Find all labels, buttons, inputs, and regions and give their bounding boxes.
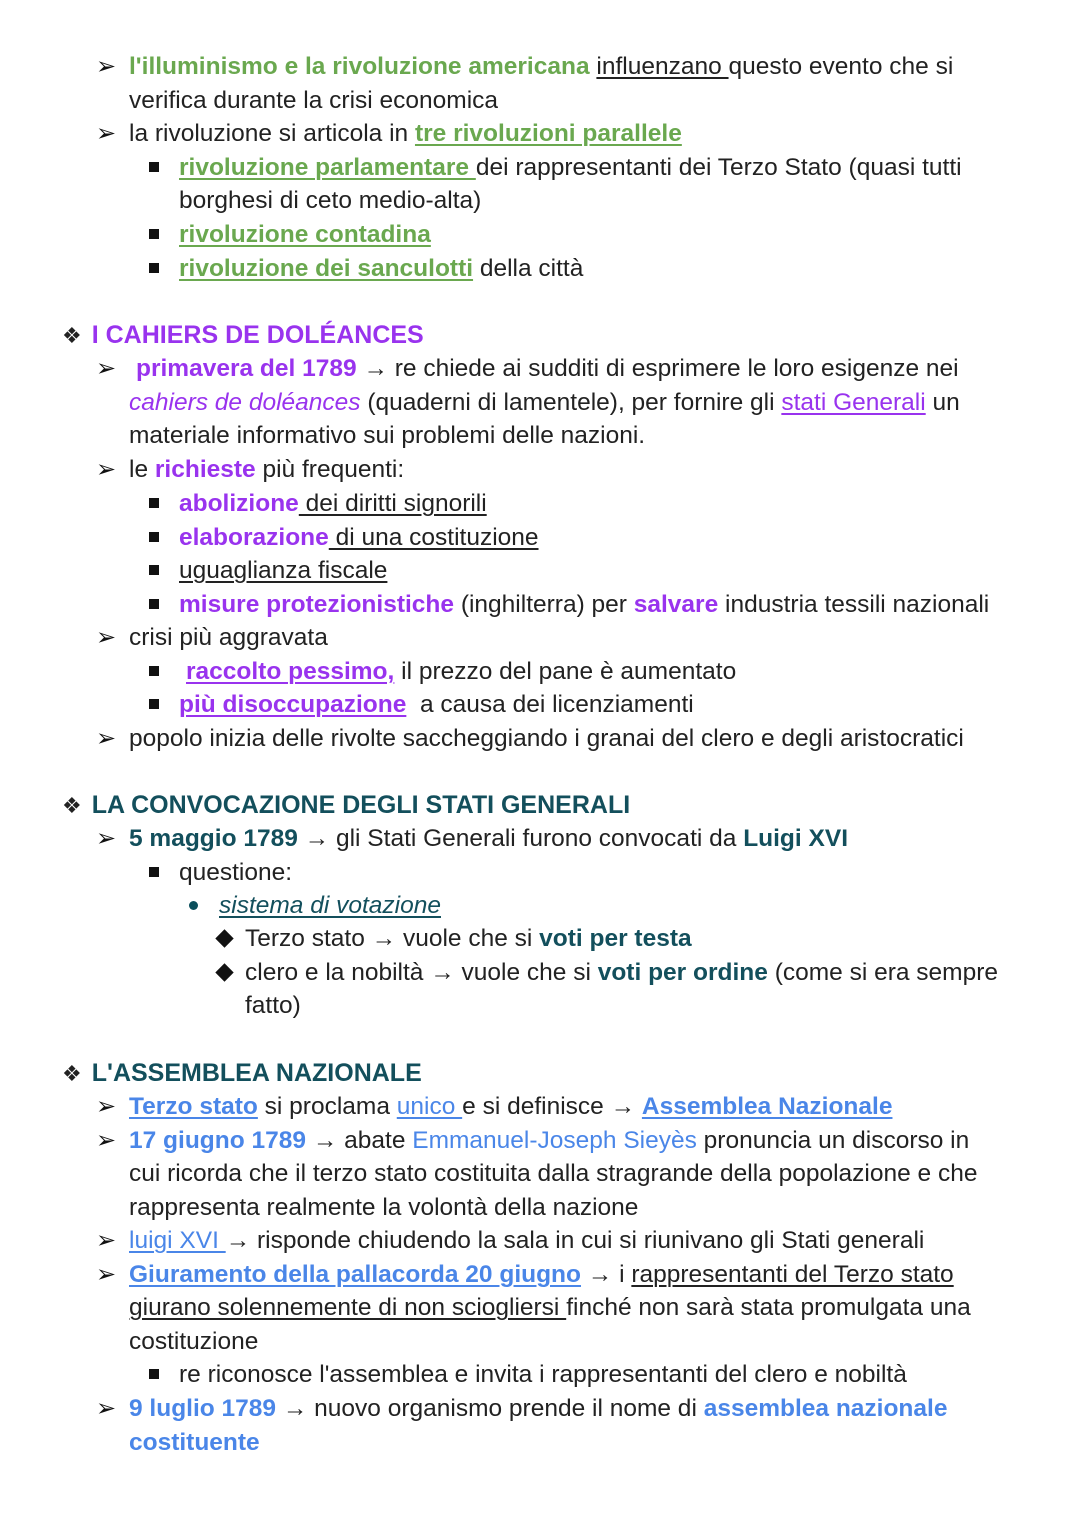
intro-line-7	[179, 252, 583, 286]
text: (inghilterra) per	[454, 591, 634, 618]
text: della città	[473, 255, 584, 282]
arrow-bullet-icon: ➢	[96, 624, 117, 651]
square-bullet-icon	[149, 162, 159, 172]
text-luigi-xvi: Luigi XVI	[743, 825, 848, 852]
text: → abate	[306, 1127, 413, 1154]
arrow-bullet-icon: ➢	[96, 1261, 117, 1288]
text: → i	[580, 1261, 632, 1288]
text-raccolto: raccolto pessimo,	[186, 658, 395, 685]
cahiers-line-2	[129, 386, 960, 420]
convocazione-line-1	[129, 822, 848, 856]
square-bullet-icon	[149, 699, 159, 709]
text: le	[129, 456, 155, 483]
cahiers-line-9: crisi più aggravata	[129, 624, 328, 651]
text-sistema-votazione: sistema di votazione	[219, 892, 441, 919]
cahiers-line-8	[179, 588, 989, 622]
text-17-giugno: 17 giugno 1789	[129, 1127, 307, 1154]
text-unico: unico	[396, 1093, 463, 1120]
cahiers-line-7	[179, 554, 387, 588]
convocazione-line-6: fatto)	[245, 992, 301, 1019]
title-text: I CAHIERS DE DOLÉANCES	[91, 321, 424, 349]
title-text: LA CONVOCAZIONE DEGLI STATI GENERALI	[91, 791, 631, 819]
intro-line-6	[179, 218, 431, 252]
square-bullet-icon	[149, 1369, 159, 1379]
convocazione-line-3	[219, 889, 441, 923]
dot-bullet-icon	[189, 901, 198, 910]
text: (quaderni di lamentele), per fornire gli	[360, 389, 782, 416]
text-influenzano: influenzano	[596, 53, 729, 80]
text-costituente: costituente	[129, 1429, 260, 1456]
text: questo evento che si	[728, 53, 954, 80]
text: Terzo stato → vuole che si	[245, 925, 540, 952]
cahiers-line-3: materiale informativo sui problemi delle nazioni.	[129, 422, 646, 449]
assemblea-line-4: rappresenta realmente la volontà della nazione	[129, 1194, 639, 1221]
convocazione-line-2: questione:	[179, 859, 293, 886]
convocazione-line-4	[245, 922, 692, 956]
text: → risponde chiudendo la sala in cui si riunivano gli Stati generali	[225, 1227, 925, 1254]
text-9-luglio: 9 luglio 1789	[129, 1395, 277, 1422]
text-richieste: richieste	[154, 456, 256, 483]
arrow-bullet-icon: ➢	[96, 725, 117, 752]
text-rivoluzione-sanculotti: rivoluzione dei sanculotti	[179, 255, 474, 282]
text: → re chiede ai sudditi di esprimere le loro esigenze nei	[356, 355, 959, 382]
text-salvare: salvare	[633, 591, 719, 618]
assemblea-line-9: re riconosce l'assemblea e invita i rappresentanti del clero e nobiltà	[179, 1361, 907, 1388]
assemblea-line-6	[129, 1258, 954, 1292]
text-rappresentanti: rappresentanti del Terzo stato	[631, 1261, 954, 1288]
text: dei diritti signorili	[298, 490, 487, 517]
text-misure: misure protezionistiche	[179, 591, 455, 618]
diamond-bullet-icon	[215, 963, 233, 981]
intro-line-1	[129, 50, 953, 84]
text-luigi-xvi: luigi XVI	[129, 1227, 226, 1254]
text: clero e la nobiltà → vuole che si	[245, 959, 598, 986]
cahiers-line-5	[179, 487, 487, 521]
text-elaborazione: elaborazione	[179, 524, 329, 551]
square-bullet-icon	[149, 666, 159, 676]
cahiers-line-4	[129, 453, 404, 487]
intro-line-2: verifica durante la crisi economica	[129, 87, 499, 114]
intro-line-5: borghesi di ceto medio-alta)	[179, 187, 482, 214]
arrow-bullet-icon: ➢	[96, 825, 117, 852]
text-primavera-1789: primavera del 1789	[136, 355, 357, 382]
text: dei rappresentanti dei Terzo Stato (quasi tutti	[475, 154, 962, 181]
text-assemblea-nazionale: Assemblea Nazionale	[641, 1093, 893, 1120]
text: più frequenti:	[255, 456, 405, 483]
text: si proclama	[257, 1093, 397, 1120]
text-illuminismo: l'illuminismo e la rivoluzione americana	[129, 53, 590, 80]
text-5-maggio: 5 maggio 1789	[129, 825, 298, 852]
text-rivoluzione-contadina: rivoluzione contadina	[179, 221, 431, 248]
assemblea-line-1	[129, 1090, 892, 1124]
square-bullet-icon	[149, 532, 159, 542]
text-cahiers: cahiers de doléances	[129, 389, 361, 416]
cahiers-line-1	[136, 352, 959, 386]
text: → gli Stati Generali furono convocati da	[297, 825, 744, 852]
arrow-bullet-icon: ➢	[96, 355, 117, 382]
arrow-bullet-icon: ➢	[96, 1127, 117, 1154]
text: il prezzo del pane è aumentato	[394, 658, 737, 685]
convocazione-line-5	[245, 956, 998, 990]
assemblea-line-11	[129, 1426, 260, 1460]
square-bullet-icon	[149, 867, 159, 877]
text: di una costituzione	[328, 524, 539, 551]
section-title-convocazione	[62, 788, 630, 823]
assemblea-line-5	[129, 1224, 924, 1258]
text-abolizione: abolizione	[179, 490, 299, 517]
text: pronuncia un discorso in	[696, 1127, 970, 1154]
square-bullet-icon	[149, 229, 159, 239]
text-rivoluzione-parlamentare: rivoluzione parlamentare	[179, 154, 476, 181]
text: un	[925, 389, 960, 416]
intro-line-4	[179, 151, 962, 185]
star-bullet-icon: ❖	[62, 323, 82, 348]
square-bullet-icon	[149, 599, 159, 609]
section-title-cahiers	[62, 318, 424, 353]
title-text: L'ASSEMBLEA NAZIONALE	[91, 1059, 422, 1087]
text: la rivoluzione si articola in	[129, 120, 415, 147]
assemblea-line-10	[129, 1392, 947, 1426]
text-voti-per-testa: voti per testa	[539, 925, 692, 952]
arrow-bullet-icon: ➢	[96, 120, 117, 147]
text: finché non sarà stata promulgata una	[566, 1294, 971, 1321]
assemblea-line-2	[129, 1124, 969, 1158]
text: a causa dei licenziamenti	[406, 691, 694, 718]
arrow-bullet-icon: ➢	[96, 1093, 117, 1120]
cahiers-line-12: popolo inizia delle rivolte saccheggiando i granai del clero e degli aristocratici	[129, 725, 964, 752]
text-giuramento: Giuramento della pallacorda 20 giugno	[129, 1261, 581, 1288]
text-terzo-stato: Terzo stato	[129, 1093, 258, 1120]
cahiers-line-6	[179, 521, 539, 555]
cahiers-line-10	[186, 655, 736, 689]
text: e si definisce →	[462, 1093, 642, 1120]
text-uguaglianza: uguaglianza fiscale	[179, 557, 388, 584]
text: (come si era sempre	[767, 959, 998, 986]
text-giurano: giurano solennemente di non sciogliersi	[129, 1294, 567, 1321]
cahiers-line-11	[179, 688, 694, 722]
arrow-bullet-icon: ➢	[96, 456, 117, 483]
assemblea-line-3: cui ricorda che il terzo stato costituita dalla stragrande della popolazione e che	[129, 1160, 978, 1187]
text: → nuovo organismo prende il nome di	[276, 1395, 704, 1422]
text-voti-per-ordine: voti per ordine	[597, 959, 768, 986]
text-sieyes: Emmanuel-Joseph Sieyès	[412, 1127, 697, 1154]
star-bullet-icon: ❖	[62, 793, 82, 818]
assemblea-line-7	[129, 1291, 971, 1325]
square-bullet-icon	[149, 263, 159, 273]
text: industria tessili nazionali	[718, 591, 990, 618]
text-disoccupazione: più disoccupazione	[179, 691, 407, 718]
diamond-bullet-icon	[215, 929, 233, 947]
arrow-bullet-icon: ➢	[96, 53, 117, 80]
star-bullet-icon: ❖	[62, 1061, 82, 1086]
assemblea-line-8: costituzione	[129, 1328, 259, 1355]
section-title-assemblea	[62, 1056, 422, 1091]
text-assemblea-nazionale: assemblea nazionale	[703, 1395, 948, 1422]
square-bullet-icon	[149, 498, 159, 508]
arrow-bullet-icon: ➢	[96, 1227, 117, 1254]
arrow-bullet-icon: ➢	[96, 1395, 117, 1422]
intro-line-3	[129, 117, 682, 151]
text-stati-generali: stati Generali	[781, 389, 926, 416]
text-tre-rivoluzioni: tre rivoluzioni parallele	[414, 120, 682, 147]
square-bullet-icon	[149, 565, 159, 575]
